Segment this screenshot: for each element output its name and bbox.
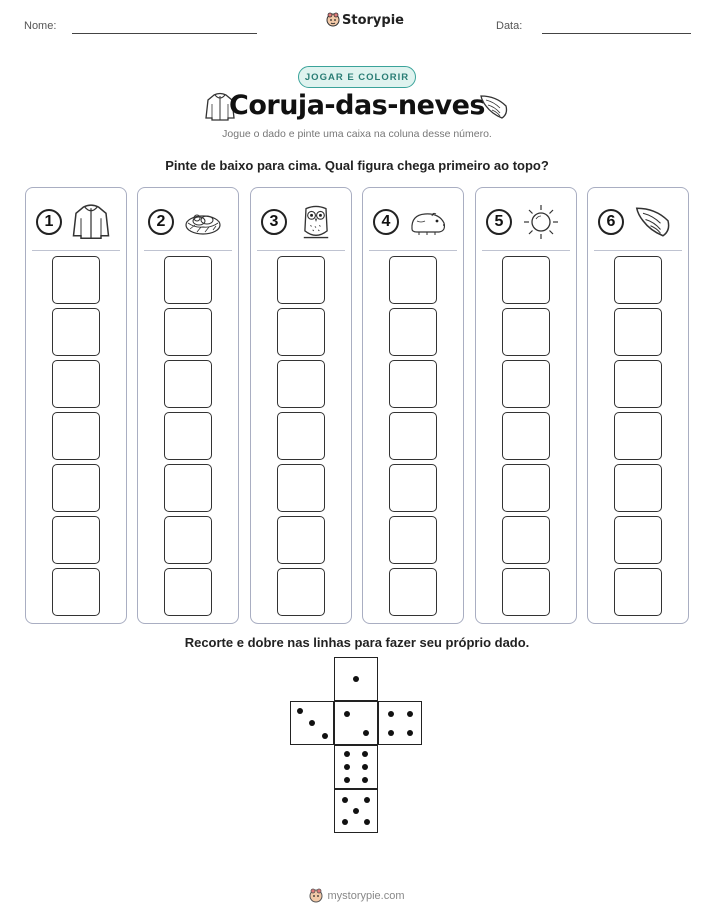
die-pip bbox=[362, 764, 368, 770]
sun-icon bbox=[522, 203, 560, 241]
column-number: 4 bbox=[373, 209, 399, 235]
color-box[interactable] bbox=[277, 412, 325, 460]
die-pip bbox=[364, 797, 370, 803]
color-box[interactable] bbox=[164, 360, 212, 408]
die-pip bbox=[342, 797, 348, 803]
color-box[interactable] bbox=[52, 464, 100, 512]
activity-badge: JOGAR E COLORIR bbox=[298, 66, 416, 88]
nest-icon bbox=[183, 205, 223, 239]
color-box[interactable] bbox=[164, 568, 212, 616]
date-label: Data: bbox=[496, 20, 523, 32]
name-line bbox=[72, 33, 257, 34]
die-pip bbox=[362, 777, 368, 783]
color-box[interactable] bbox=[52, 308, 100, 356]
color-box[interactable] bbox=[389, 256, 437, 304]
color-box[interactable] bbox=[502, 464, 550, 512]
die-pip bbox=[344, 764, 350, 770]
die-face-3 bbox=[290, 701, 334, 745]
color-box[interactable] bbox=[502, 360, 550, 408]
color-box[interactable] bbox=[52, 568, 100, 616]
color-box[interactable] bbox=[52, 256, 100, 304]
color-box[interactable] bbox=[614, 516, 662, 564]
wing-icon bbox=[478, 92, 510, 122]
die-pip bbox=[309, 720, 315, 726]
column-2 bbox=[137, 187, 239, 624]
die-pip bbox=[353, 676, 359, 682]
date-line bbox=[542, 33, 691, 34]
die-pip bbox=[342, 819, 348, 825]
die-pip bbox=[388, 711, 394, 717]
color-box[interactable] bbox=[164, 308, 212, 356]
column-4 bbox=[362, 187, 464, 624]
color-box[interactable] bbox=[614, 568, 662, 616]
color-box[interactable] bbox=[389, 516, 437, 564]
column-number: 1 bbox=[36, 209, 62, 235]
column-6 bbox=[587, 187, 689, 624]
die-pip bbox=[322, 733, 328, 739]
die-pip bbox=[353, 808, 359, 814]
die-face-4 bbox=[378, 701, 422, 745]
color-box[interactable] bbox=[52, 360, 100, 408]
color-box[interactable] bbox=[277, 464, 325, 512]
color-box[interactable] bbox=[164, 256, 212, 304]
die-pip bbox=[344, 711, 350, 717]
die-face-6 bbox=[334, 745, 378, 789]
color-box[interactable] bbox=[164, 412, 212, 460]
die-pip bbox=[344, 777, 350, 783]
color-box[interactable] bbox=[277, 308, 325, 356]
column-5 bbox=[475, 187, 577, 624]
pie-mascot-icon bbox=[309, 888, 323, 904]
color-box[interactable] bbox=[277, 568, 325, 616]
name-label: Nome: bbox=[24, 20, 57, 32]
die-pip bbox=[362, 751, 368, 757]
die-pip bbox=[344, 751, 350, 757]
color-box[interactable] bbox=[52, 516, 100, 564]
color-box[interactable] bbox=[502, 516, 550, 564]
color-box[interactable] bbox=[277, 256, 325, 304]
color-box[interactable] bbox=[502, 412, 550, 460]
color-box[interactable] bbox=[502, 308, 550, 356]
owl-icon bbox=[299, 202, 333, 242]
color-box[interactable] bbox=[52, 412, 100, 460]
column-1 bbox=[25, 187, 127, 624]
brand-name: Storypie bbox=[342, 12, 404, 28]
die-face-1 bbox=[334, 657, 378, 701]
die-pip bbox=[407, 711, 413, 717]
color-box[interactable] bbox=[502, 256, 550, 304]
column-number: 2 bbox=[148, 209, 174, 235]
color-box[interactable] bbox=[614, 308, 662, 356]
die-pip bbox=[388, 730, 394, 736]
die-face-2 bbox=[334, 701, 378, 745]
die-face-5 bbox=[334, 789, 378, 833]
column-3 bbox=[250, 187, 352, 624]
footer bbox=[0, 888, 714, 904]
die-pip bbox=[363, 730, 369, 736]
color-box[interactable] bbox=[389, 412, 437, 460]
cut-instruction: Recorte e dobre nas linhas para fazer seu próprio dado. bbox=[184, 635, 530, 650]
color-box[interactable] bbox=[614, 412, 662, 460]
pie-mascot-icon bbox=[326, 12, 340, 28]
brand-logo bbox=[326, 12, 404, 28]
column-number: 6 bbox=[598, 209, 624, 235]
instruction: Pinte de baixo para cima. Qual figura chega primeiro ao topo? bbox=[165, 158, 549, 173]
footer-url: mystorypie.com bbox=[327, 890, 405, 902]
die-pip bbox=[364, 819, 370, 825]
color-box[interactable] bbox=[164, 464, 212, 512]
color-box[interactable] bbox=[164, 516, 212, 564]
lemming-icon bbox=[407, 207, 449, 237]
die-pip bbox=[407, 730, 413, 736]
color-box[interactable] bbox=[389, 464, 437, 512]
color-box[interactable] bbox=[277, 516, 325, 564]
wing-icon bbox=[633, 203, 673, 241]
color-box[interactable] bbox=[277, 360, 325, 408]
color-box[interactable] bbox=[389, 308, 437, 356]
color-box[interactable] bbox=[614, 464, 662, 512]
subtitle: Jogue o dado e pinte uma caixa na coluna desse número. bbox=[222, 128, 492, 140]
color-box[interactable] bbox=[389, 568, 437, 616]
color-box[interactable] bbox=[389, 360, 437, 408]
page-title: Coruja-das-neves bbox=[229, 90, 485, 121]
die-pip bbox=[297, 708, 303, 714]
jacket-icon bbox=[71, 203, 111, 241]
color-box[interactable] bbox=[614, 256, 662, 304]
color-box[interactable] bbox=[502, 568, 550, 616]
column-number: 5 bbox=[486, 209, 512, 235]
column-number: 3 bbox=[261, 209, 287, 235]
color-box[interactable] bbox=[614, 360, 662, 408]
